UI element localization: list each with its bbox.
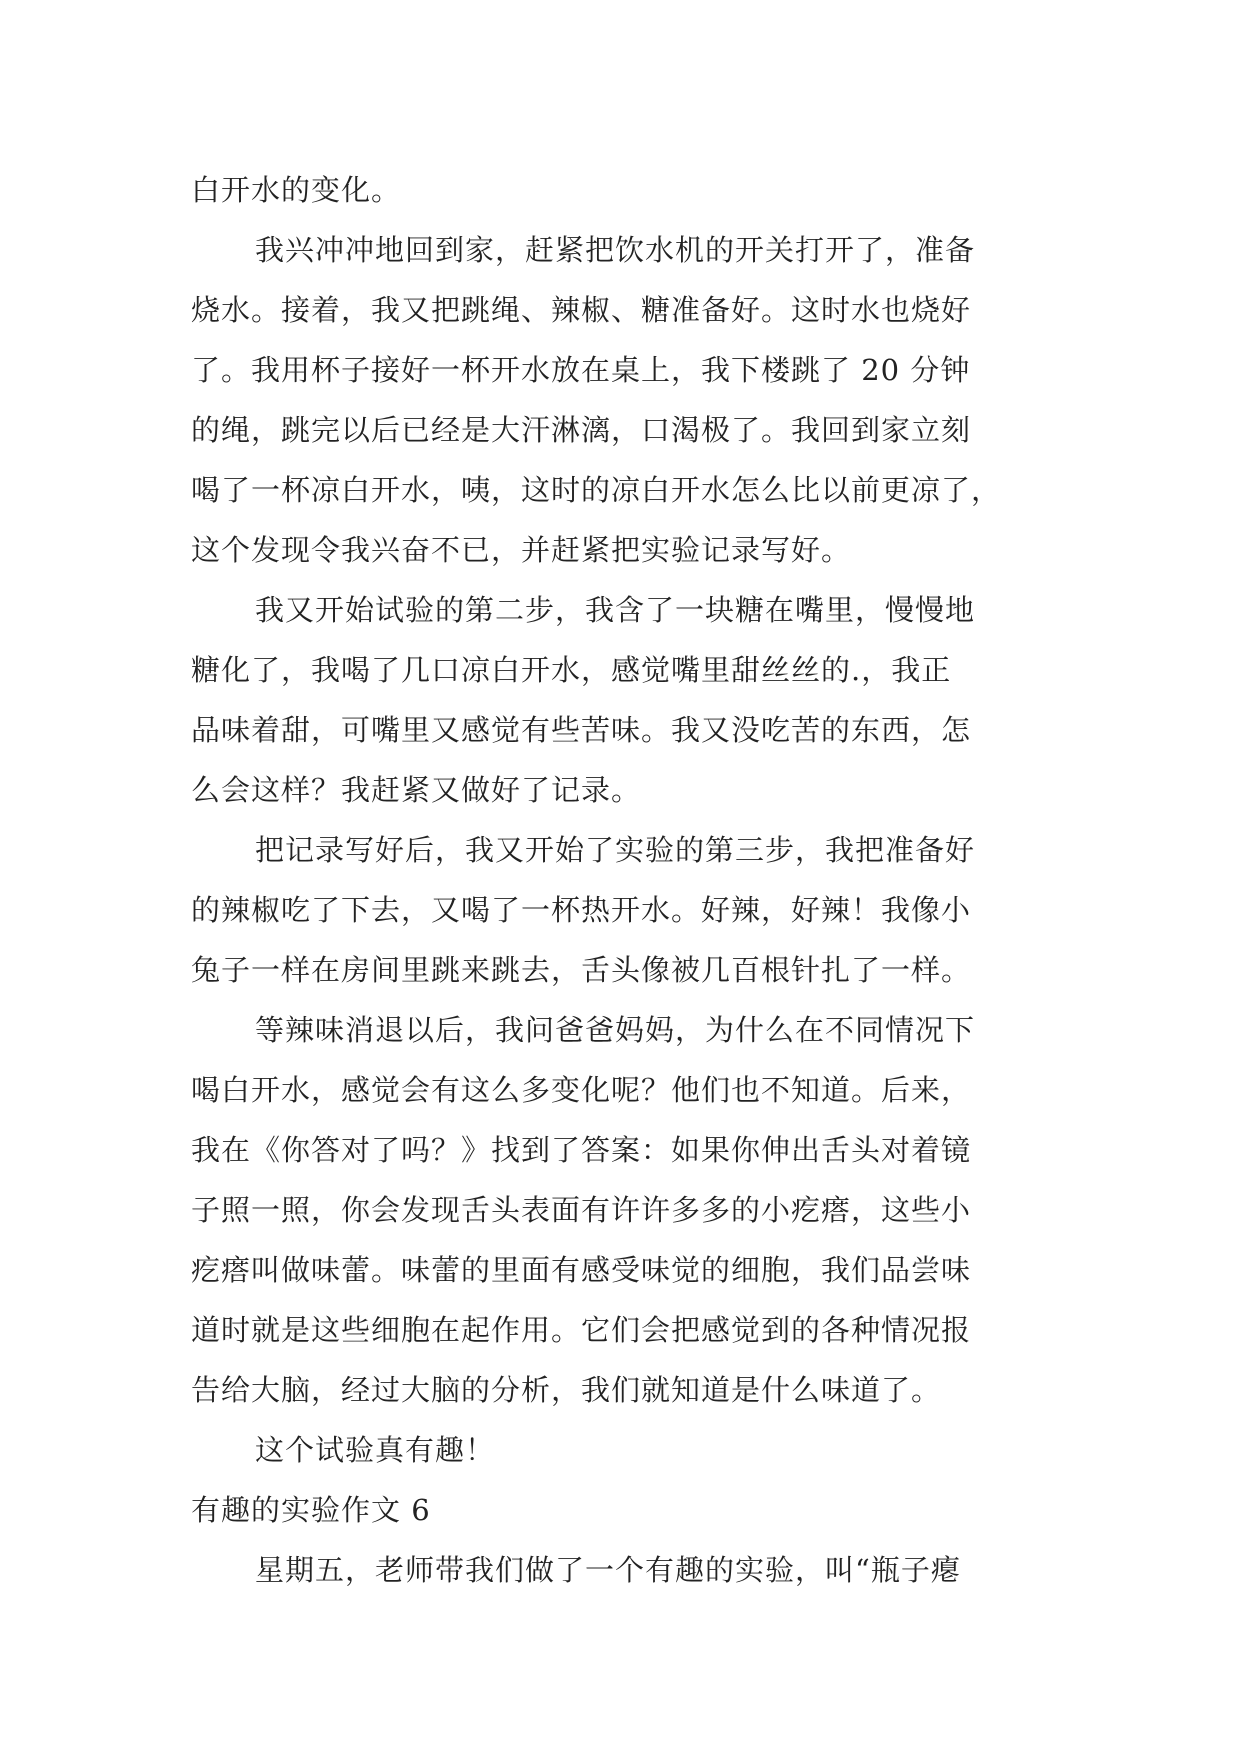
text-line: 品味着甜，可嘴里又感觉有些苦味。我又没吃苦的东西，怎 — [191, 713, 972, 747]
text-line: 糖化了，我喝了几口凉白开水，感觉嘴里甜丝丝的.，我正 — [191, 653, 952, 687]
text-line: 疙瘩叫做味蕾。味蕾的里面有感受味觉的细胞，我们品尝味 — [191, 1253, 972, 1287]
text-line: 这个发现令我兴奋不已，并赶紧把实验记录写好。 — [191, 533, 852, 567]
text-line: 告给大脑，经过大脑的分析，我们就知道是什么味道了。 — [191, 1373, 942, 1407]
text-line: 么会这样？我赶紧又做好了记录。 — [191, 773, 642, 807]
text-line: 子照一照，你会发现舌头表面有许许多多的小疙瘩，这些小 — [191, 1193, 972, 1227]
text-line: 喝白开水，感觉会有这么多变化呢？他们也不知道。后来， — [191, 1073, 972, 1107]
section-heading: 有趣的实验作文 6 — [191, 1493, 431, 1527]
document-body — [191, 160, 1051, 1600]
paragraph-start-line: 等辣味消退以后，我问爸爸妈妈，为什么在不同情况下 — [255, 1013, 976, 1047]
paragraph-start-line: 我兴冲冲地回到家，赶紧把饮水机的开关打开了，准备 — [255, 233, 976, 267]
paragraph-start-line: 这个试验真有趣！ — [255, 1433, 496, 1467]
text-line: 喝了一杯凉白开水，咦，这时的凉白开水怎么比以前更凉了， — [191, 473, 1002, 507]
text-line: 兔子一样在房间里跳来跳去，舌头像被几百根针扎了一样。 — [191, 953, 972, 987]
text-line: 白开水的变化。 — [191, 173, 402, 207]
paragraph-start-line: 把记录写好后，我又开始了实验的第三步，我把准备好 — [255, 833, 976, 867]
text-line: 的绳，跳完以后已经是大汗淋漓，口渴极了。我回到家立刻 — [191, 413, 972, 447]
paragraph-start-line: 星期五，老师带我们做了一个有趣的实验，叫“瓶子瘪 — [255, 1553, 961, 1587]
text-line: 道时就是这些细胞在起作用。它们会把感觉到的各种情况报 — [191, 1313, 972, 1347]
text-line: 我在《你答对了吗？》找到了答案：如果你伸出舌头对着镜 — [191, 1133, 972, 1167]
text-line: 的辣椒吃了下去，又喝了一杯热开水。好辣，好辣！我像小 — [191, 893, 972, 927]
text-line: 了。我用杯子接好一杯开水放在桌上，我下楼跳了 20 分钟 — [191, 353, 971, 387]
paragraph-start-line: 我又开始试验的第二步，我含了一块糖在嘴里，慢慢地 — [255, 593, 976, 627]
text-line: 烧水。接着，我又把跳绳、辣椒、糖准备好。这时水也烧好 — [191, 293, 972, 327]
